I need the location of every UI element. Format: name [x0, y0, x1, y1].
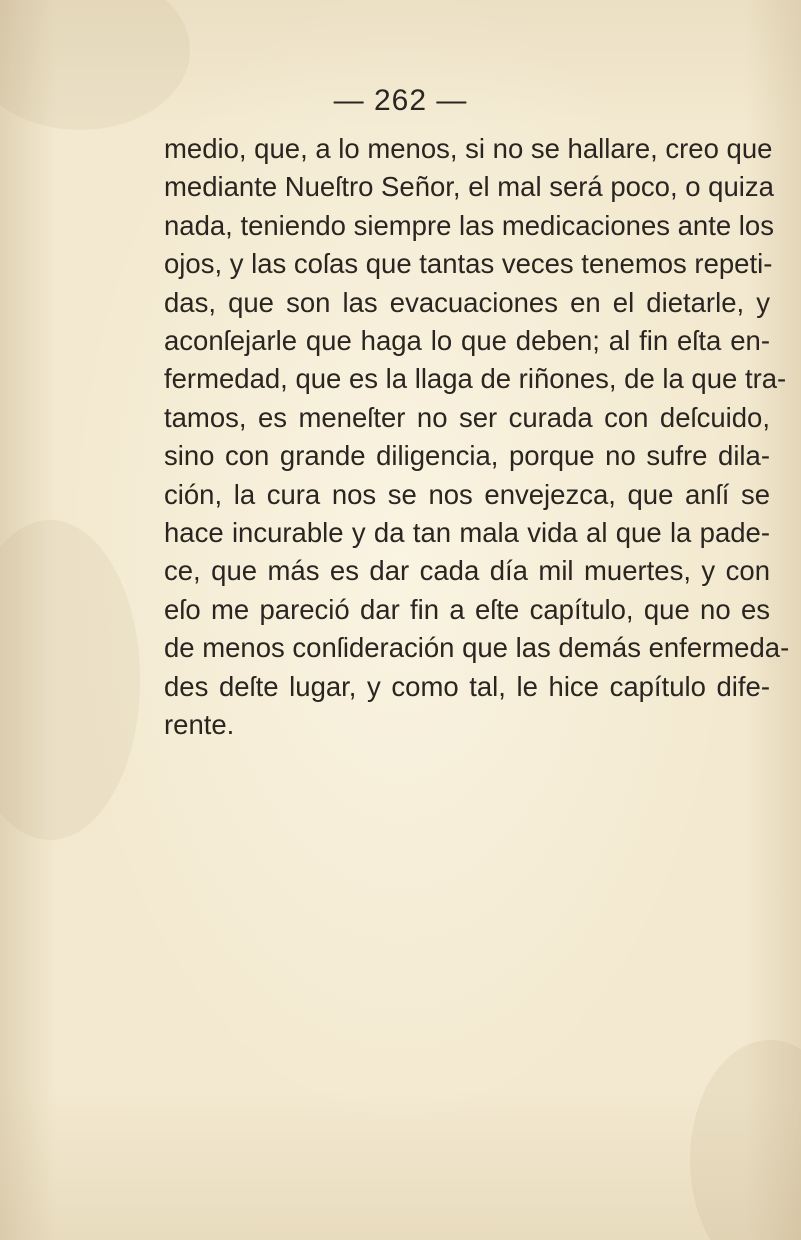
text-line: nada, teniendo siempre las medicaciones ante los: [164, 209, 774, 241]
text-line: mediante Nueſtro Señor, el mal será poco, o quiza: [164, 171, 774, 203]
text-line: ción, la cura nos se nos envejezca, que anſí se: [164, 478, 770, 510]
text-line: de menos conſideración que las demás enfermeda-: [164, 632, 790, 664]
text-line: ojos, y las coſas que tantas veces tenemos repeti-: [164, 248, 773, 280]
text-line: sino con grande diligencia, porque no sufre dila-: [164, 440, 770, 472]
text-line: das, que son las evacuaciones en el dietarle, y: [164, 286, 770, 318]
text-line: fermedad, que es la llaga de riñones, de la que tra-: [164, 363, 787, 395]
paper-stain: [690, 1040, 801, 1240]
paper-stain: [0, 520, 140, 840]
text-line: ce, que más es dar cada día mil muertes, y con: [164, 555, 770, 587]
text-line: rente.: [164, 709, 235, 741]
text-line: medio, que, a lo menos, si no se hallare, creo que: [164, 133, 773, 164]
page-number: — 262 —: [333, 84, 468, 117]
text-line: eſo me pareció dar fin a eſte capítulo, que no es: [164, 593, 770, 625]
text-line: tamos, es meneſter no ser curada con deſcuido,: [164, 401, 770, 433]
text-line: hace incurable y da tan mala vida al que la pade-: [164, 517, 770, 549]
body-text: [164, 130, 790, 745]
text-line: des deſte lugar, y como tal, le hice capítulo dife-: [164, 670, 770, 702]
text-line: aconſejarle que haga lo que deben; al fin eſta en-: [164, 325, 770, 357]
